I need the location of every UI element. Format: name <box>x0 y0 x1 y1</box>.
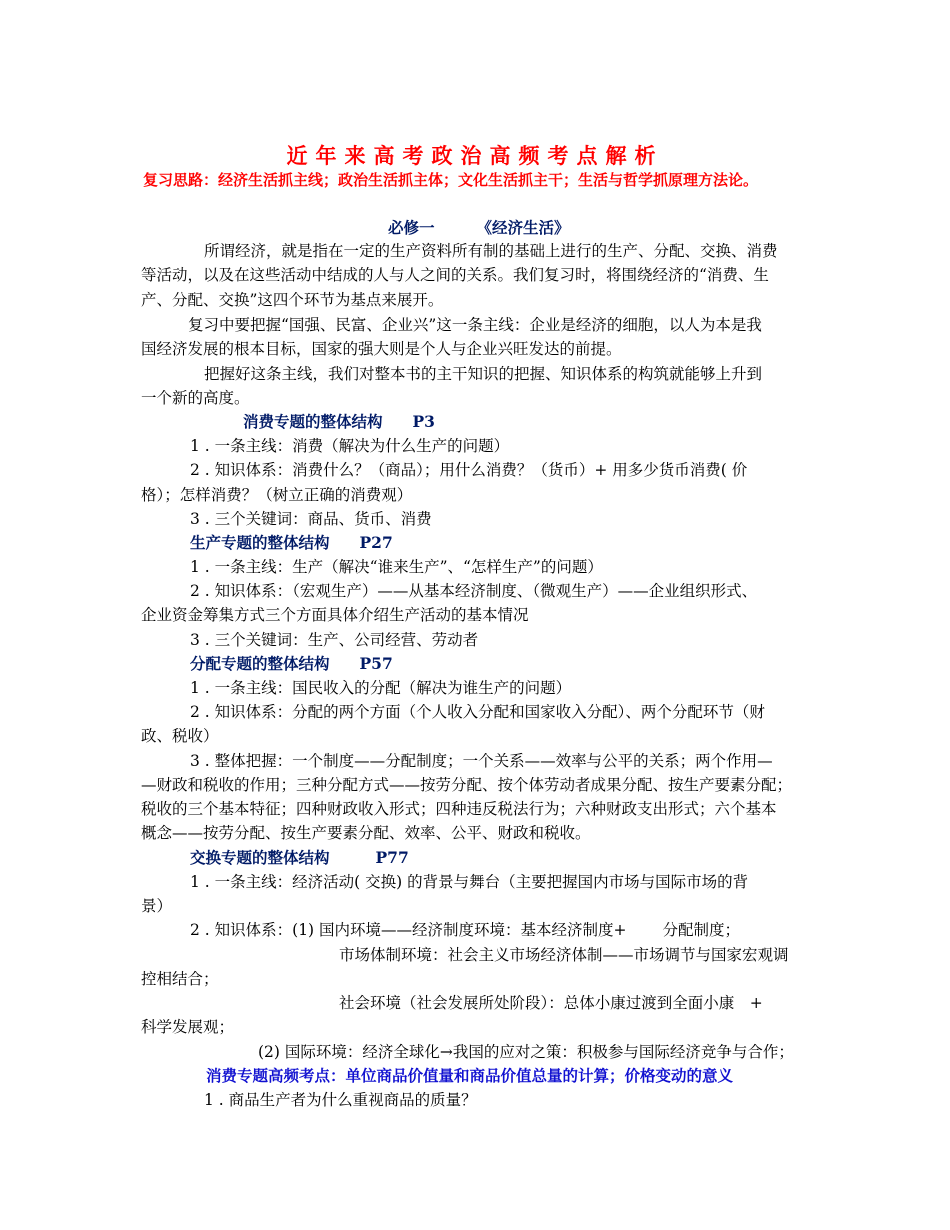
distribution-heading-label: 分配专题的整体结构 <box>190 654 330 673</box>
intro-line: 一个新的高度。 <box>141 389 250 407</box>
exchange-line: 1 . 一条主线：经济活动( 交换) 的背景与舞台（主要把握国内市场与国际市场的背 <box>190 873 749 891</box>
exchange-line: (2) 国际环境：经济全球化→我国的应对之策：积极参与国际经济竞争与合作； <box>258 1043 794 1061</box>
exchange-line: 景） <box>141 897 173 915</box>
production-line: 1 . 一条主线：生产（解决“谁来生产”、“怎样生产”的问题） <box>190 558 603 576</box>
exchange-line: 市场体制环境：社会主义市场经济体制——市场调节与国家宏观调 <box>339 946 789 964</box>
page-title: 近年来高考政治高频考点解析 <box>286 143 664 168</box>
distribution-line: —财政和税收的作用；三种分配方式——按劳分配、按个体劳动者成果分配、按生产要素分配； <box>141 776 793 794</box>
distribution-page-ref: P57 <box>359 654 393 673</box>
intro-line: 产、分配、交换”这四个环节为基点来展开。 <box>141 291 444 309</box>
production-line: 2 . 知识体系：（宏观生产）——从基本经济制度、（微观生产）——企业组织形式、 <box>190 582 758 600</box>
exchange-page-ref: P77 <box>375 848 409 867</box>
production-heading <box>190 533 393 553</box>
exchange-line: 科学发展观； <box>141 1018 235 1036</box>
consumption-line: 格）；怎样消费？（树立正确的消费观） <box>141 486 413 504</box>
exchange-heading <box>190 848 409 868</box>
distribution-line: 3 . 整体把握：一个制度——分配制度；一个关系——效率与公平的关系；两个作用— <box>190 752 773 770</box>
intro-line: 等活动，以及在这些活动中结成的人与人之间的关系。我们复习时，将围绕经济的“消费、生 <box>141 266 769 284</box>
exchange-heading-label: 交换专题的整体结构 <box>190 848 330 867</box>
review-approach: 复习思路：经济生活抓主线；政治生活抓主体；文化生活抓主干；生活与哲学抓原理方法论。 <box>143 171 759 189</box>
intro-line: 国经济发展的根本目标，国家的强大则是个人与企业兴旺发达的前提。 <box>141 340 622 358</box>
hot-topic-heading: 消费专题高频考点：单位商品价值量和商品价值总量的计算；价格变动的意义 <box>206 1066 734 1085</box>
section-book: 《经济生活》 <box>476 218 570 237</box>
exchange-line: 社会环境（社会发展所处阶段）：总体小康过渡到全面小康 + <box>339 994 763 1012</box>
exchange-line: 控相结合； <box>141 970 219 988</box>
distribution-line: 税收的三个基本特征；四种财政收入形式；四种违反税法行为；六种财政支出形式；六个基本 <box>141 800 777 818</box>
production-heading-label: 生产专题的整体结构 <box>190 533 330 552</box>
distribution-line: 1 . 一条主线：国民收入的分配（解决为谁生产的问题） <box>190 679 572 697</box>
production-page-ref: P27 <box>359 533 393 552</box>
distribution-line: 2 . 知识体系：分配的两个方面（个人收入分配和国家收入分配）、两个分配环节（财 <box>190 703 765 721</box>
consumption-heading-label: 消费专题的整体结构 <box>243 412 383 431</box>
distribution-line: 概念——按劳分配、按生产要素分配、效率、公平、财政和税收。 <box>141 824 591 842</box>
question-line: 1 . 商品生产者为什么重视商品的质量？ <box>204 1091 477 1109</box>
consumption-line: 3 . 三个关键词：商品、货币、消费 <box>190 510 432 528</box>
intro-line: 所谓经济，就是指在一定的生产资料所有制的基础上进行的生产、分配、交换、消费 <box>204 242 778 260</box>
section-heading-required-one <box>388 218 570 238</box>
intro-line: 把握好这条主线，我们对整本书的主干知识的把握、知识体系的构筑就能够上升到 <box>204 365 763 383</box>
consumption-heading <box>243 412 435 432</box>
distribution-line: 政、税收） <box>141 727 219 745</box>
distribution-heading <box>190 654 393 674</box>
production-line: 3 . 三个关键词：生产、公司经营、劳动者 <box>190 631 479 649</box>
consumption-line: 2 . 知识体系：消费什么？（商品）；用什么消费？（货币）+ 用多少货币消费( 价 <box>190 461 748 479</box>
consumption-page-ref: P3 <box>412 412 435 431</box>
intro-line: 复习中要把握“国强、民富、企业兴”这一条主线：企业是经济的细胞，以人为本是我 <box>188 316 762 334</box>
production-line: 企业资金筹集方式三个方面具体介绍生产活动的基本情况 <box>141 606 529 624</box>
section-label: 必修一 <box>388 218 435 237</box>
consumption-line: 1 . 一条主线：消费（解决为什么生产的问题） <box>190 437 510 455</box>
exchange-line: 2 . 知识体系：(1) 国内环境——经济制度环境：基本经济制度+ 分配制度； <box>190 921 740 939</box>
